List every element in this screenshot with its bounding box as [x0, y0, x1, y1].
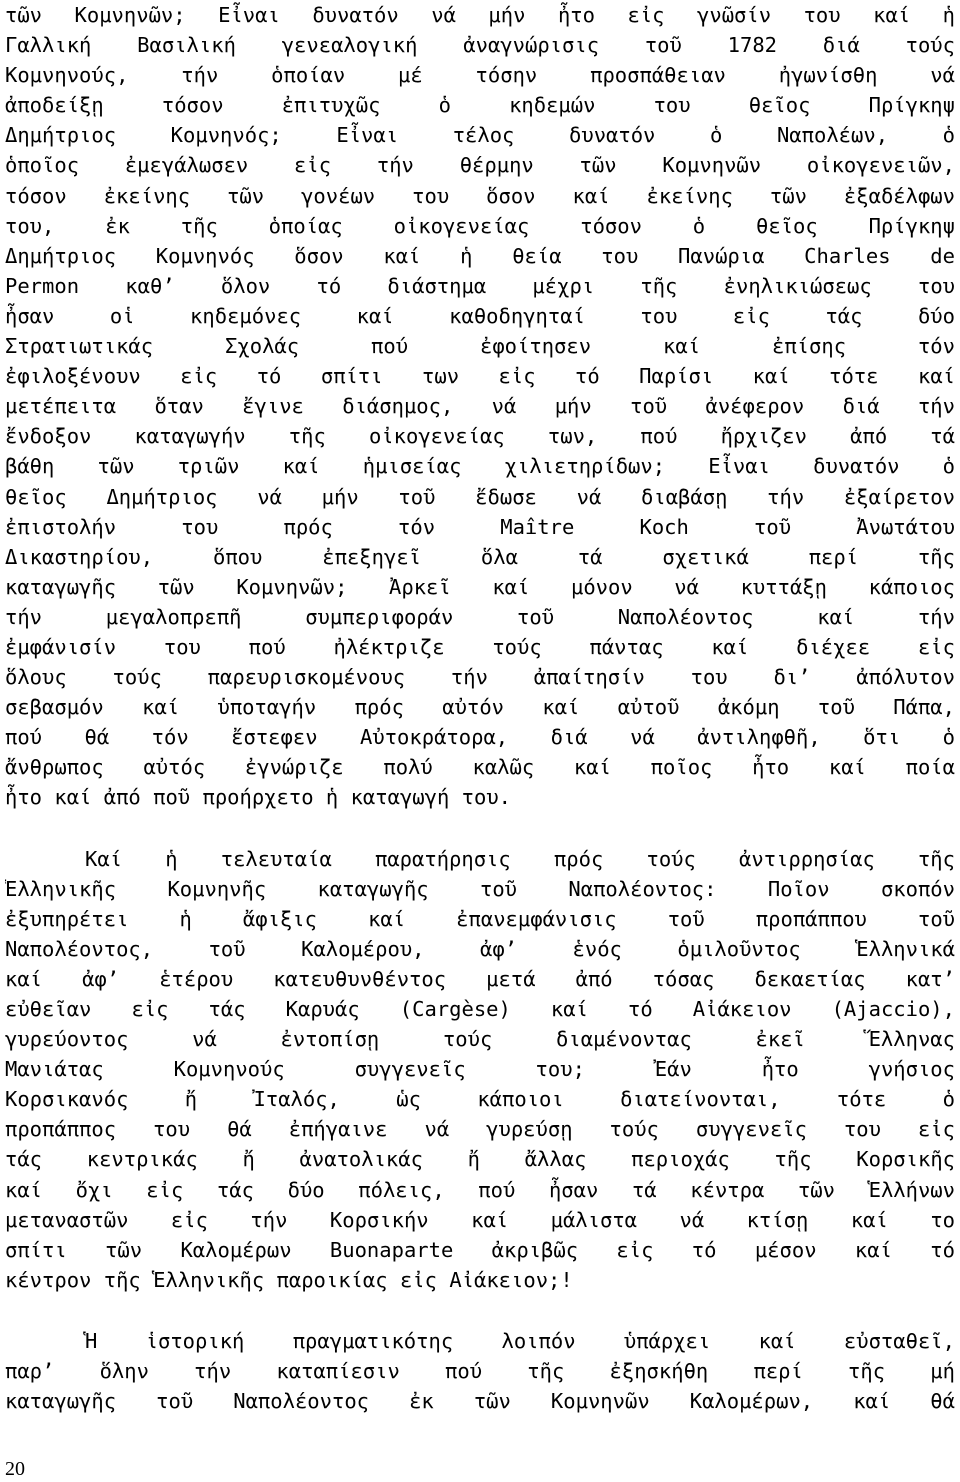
paragraph-2 [5, 844, 955, 1295]
text-line: Ναπολέοντος, τοῦ Καλομέρου, ἀφ’ ἑνός ὁμιλοῦντος Ἑλληνικά [5, 936, 955, 961]
text-line: σεβασμόν καί ὑποταγήν πρός αὐτόν καί αὐτοῦ ἀκόμη τοῦ Πάπα, [5, 695, 955, 720]
page-body [5, 0, 955, 1416]
text-line: Γαλλική Βασιλική γενεαλογική ἀναγνώρισις τοῦ 1782 διά τούς [5, 33, 955, 58]
text-line: Δημήτριος Κομνηνός; Εἶναι τέλος δυνατόν ὁ Ναπολέων, ὁ [5, 123, 955, 148]
text-line: Καί ἡ τελευταία παρατήρησις πρός τούς ἀντιρρησίας τῆς [85, 846, 955, 871]
text-line: κέντρον τῆς Ἑλληνικῆς παροικίας εἰς Αἰάκειον;! [5, 1267, 573, 1292]
text-line: ἦτο καί ἀπό ποῦ προήρχετο ἡ καταγωγή του. [5, 785, 512, 810]
text-line: τόσον ἐκείνης τῶν γονέων του ὅσον καί ἐκείνης τῶν ἐξαδέλφων [5, 183, 955, 208]
text-line: ἐφιλοξένουν εἰς τό σπίτι των εἰς τό Παρίσι καί τότε καί [5, 364, 955, 389]
text-line: τήν μεγαλοπρεπῆ συμπεριφοράν τοῦ Ναπολέοντος καί τήν [5, 604, 955, 629]
paragraph-3 [5, 1326, 955, 1416]
paragraph-gap [5, 1295, 955, 1326]
text-line: ἦσαν οἱ κηδεμόνες καί καθοδηγηταί του εἰς τάς δύο [5, 303, 955, 328]
text-line: καταγωγῆς τοῦ Ναπολέοντος ἐκ τῶν Κομνηνῶν Καλομέρων, καί θά [5, 1389, 955, 1414]
text-line: καί ὄχι εἰς τάς δύο πόλεις, πού ἦσαν τά κέντρα τῶν Ἑλλήνων [5, 1177, 955, 1202]
page-number: 20 [5, 1458, 25, 1480]
text-line: προπάππος του θά ἐπήγαινε νά γυρεύσῃ τούς συγγενεῖς του εἰς [5, 1117, 955, 1142]
text-line: θεῖος Δημήτριος νά μήν τοῦ ἔδωσε νά διαβάσῃ τήν ἐξαίρετον [5, 484, 955, 509]
text-line: ὁποῖος ἐμεγάλωσεν εἰς τήν θέρμην τῶν Κομνηνῶν οἰκογενειῶν, [5, 153, 955, 178]
text-line: Κομνηνούς, τήν ὁποίαν μέ τόσην προσπάθειαν ἠγωνίσθη νά [5, 63, 955, 88]
text-line: μεταναστῶν εἰς τήν Κορσικήν καί μάλιστα νά κτίσῃ καί το [5, 1207, 955, 1232]
text-line: καταγωγῆς τῶν Κομνηνῶν; Ἀρκεῖ καί μόνον νά κυττάξῃ κάποιος [5, 574, 955, 599]
text-line: τῶν Κομνηνῶν; Εἶναι δυνατόν νά μήν ἦτο εἰς γνῶσίν του καί ἡ [5, 3, 955, 27]
text-line: ἔνδοξον καταγωγήν τῆς οἰκογενείας των, πού ἤρχιζεν ἀπό τά [5, 424, 955, 449]
text-line: ἐξυπηρέτει ἡ ἄφιξις καί ἐπανεμφάνισις τοῦ προπάππου τοῦ [5, 906, 955, 931]
text-line: του, ἐκ τῆς ὁποίας οἰκογενείας τόσον ὁ θεῖος Πρίγκηψ [5, 213, 955, 238]
text-line: ἀποδείξῃ τόσον ἐπιτυχῶς ὁ κηδεμών του θεῖος Πρίγκηψ [5, 93, 955, 118]
text-line: πού θά τόν ἔστεφεν Αὐτοκράτορα, διά νά ἀντιληφθῆ, ὅτι ὁ [5, 725, 955, 750]
text-line: μετέπειτα ὅταν ἔγινε διάσημος, νά μήν τοῦ ἀνέφερον διά τήν [5, 394, 955, 419]
text-line: Δημήτριος Κομνηνός ὅσον καί ἡ θεία του Πανώρια Charles de [5, 243, 955, 268]
text-line: ὅλους τούς παρευρισκομένους τήν ἀπαίτησίν του δι’ ἀπόλυτον [5, 665, 955, 690]
text-line: ἄνθρωπος αὐτός ἐγνώριζε πολύ καλῶς καί ποῖος ἦτο καί ποία [5, 755, 955, 780]
text-line: καί ἀφ’ ἑτέρου κατευθυνθέντος μετά ἀπό τόσας δεκαετίας κατ’ [5, 966, 955, 991]
text-line: τάς κεντρικάς ἤ ἀνατολικάς ἤ ἄλλας περιοχάς τῆς Κορσικῆς [5, 1147, 955, 1172]
text-line: παρ’ ὅλην τήν καταπίεσιν πού τῆς ἐξησκήθη περί τῆς μή [5, 1359, 955, 1384]
text-line: Μανιάτας Κομνηνούς συγγενεῖς του; Ἐάν ἦτο γνήσιος [5, 1057, 955, 1082]
text-line: Κορσικανός ἤ Ἰταλός, ὡς κάποιοι διατείνονται, τότε ὁ [5, 1087, 955, 1112]
text-line: γυρεύοντος νά ἐντοπίσῃ τούς διαμένοντας ἐκεῖ Ἕλληνας [5, 1027, 955, 1052]
text-line: ἐπιστολήν του πρός τόν Maître Koch τοῦ Ἀνωτάτου [5, 514, 955, 539]
text-line: Στρατιωτικάς Σχολάς πού ἐφοίτησεν καί ἐπίσης τόν [5, 334, 955, 359]
text-line: Permon καθ’ ὅλον τό διάστημα μέχρι τῆς ἐνηλικιώσεως του [5, 273, 955, 298]
paragraph-gap [5, 813, 955, 844]
text-line: βάθη τῶν τριῶν καί ἡμισείας χιλιετηρίδων; Εἶναι δυνατόν ὁ [5, 454, 955, 479]
text-line: ἐμφάνισίν του πού ἠλέκτριζε τούς πάντας καί διέχεε εἰς [5, 634, 955, 659]
text-line: σπίτι τῶν Καλομέρων Buonaparte ἀκριβῶς εἰς τό μέσον καί τό [5, 1237, 955, 1262]
text-line: Ἡ ἱστορική πραγματικότης λοιπόν ὑπάρχει καί εὐσταθεῖ, [85, 1328, 955, 1353]
text-line: Δικαστηρίου, ὅπου ἐπεξηγεῖ ὅλα τά σχετικά περί τῆς [5, 544, 955, 569]
text-line: εὐθεῖαν εἰς τάς Καρυάς (Cargèse) καί τό Αἰάκειον (Ajaccio), [5, 997, 955, 1021]
paragraph-1 [5, 0, 955, 813]
text-line: Ἑλληνικῆς Κομνηνῆς καταγωγῆς τοῦ Ναπολέοντος: Ποῖον σκοπόν [5, 876, 955, 901]
